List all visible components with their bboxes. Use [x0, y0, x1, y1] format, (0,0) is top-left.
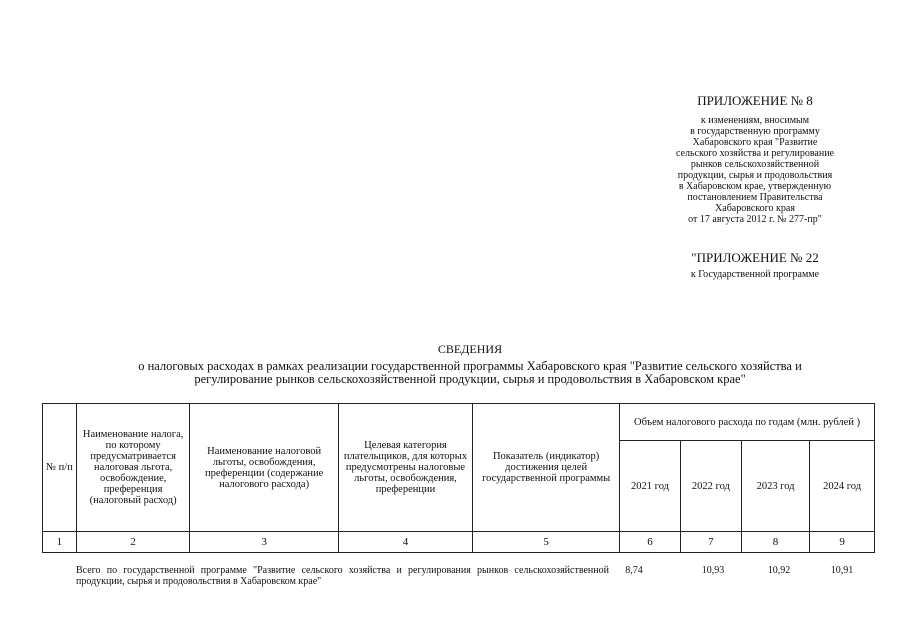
appendix-22-title: "ПРИЛОЖЕНИЕ № 22 — [691, 250, 819, 265]
document-subtitle — [40, 360, 900, 386]
column-number: 8 — [741, 532, 809, 553]
appendix-8-line: Хабаровского края — [715, 203, 795, 214]
appendix-8-block — [640, 93, 870, 225]
header-tax-name: Наименование налога, по которому предусматривается налоговая льгота, освобождение, преференция (налоговый расход) — [76, 404, 190, 532]
total-2022: 10,93 — [701, 565, 725, 576]
column-number: 6 — [620, 532, 681, 553]
total-2024: 10,91 — [830, 565, 854, 576]
total-label: Всего по государственной программе "Развитие сельского хозяйства и регулирования рынков сельскохозяйственной продукции, сырья и продовольствия в Хабаровском крае" — [76, 565, 609, 587]
appendix-8-line: постановлением Правительства — [687, 192, 823, 203]
column-number: 9 — [810, 532, 875, 553]
appendix-8-line: рынков сельскохозяйственной — [690, 159, 820, 170]
header-year-2024: 2024 год — [810, 441, 875, 532]
subtitle-line-2: регулирование рынков сельскохозяйственной продукции, сырья и продовольствия в Хабаровском крае" — [194, 372, 746, 386]
appendix-8-title: ПРИЛОЖЕНИЕ № 8 — [697, 93, 813, 108]
column-number: 3 — [190, 532, 338, 553]
column-number: 5 — [473, 532, 620, 553]
appendix-8-line: в государственную программу — [690, 126, 820, 137]
header-benefit-name: Наименование налоговой льготы, освобождения, преференции (содержание налогового расхода) — [190, 404, 338, 532]
appendix-8-line: к изменениям, вносимым — [700, 115, 810, 126]
tax-expenses-table — [42, 403, 875, 553]
appendix-8-line: в Хабаровском крае, утвержденную — [678, 181, 832, 192]
header-indicator: Показатель (индикатор) достижения целей государственной программы — [473, 404, 620, 532]
column-number: 1 — [43, 532, 77, 553]
column-number: 4 — [338, 532, 472, 553]
column-numbers-row — [43, 532, 875, 553]
header-year-2023: 2023 год — [741, 441, 809, 532]
appendix-22-line: к Государственной программе — [690, 269, 820, 280]
column-number: 7 — [680, 532, 741, 553]
subtitle-line-1: о налоговых расходах в рамках реализации государственной программы Хабаровского края "Развитие сельского хозяйства и — [138, 359, 802, 373]
appendix-8-line: Хабаровского края "Развитие — [692, 137, 818, 148]
header-year-2022: 2022 год — [680, 441, 741, 532]
appendix-22-block — [640, 250, 870, 280]
appendix-8-line: сельского хозяйства и регулирование — [675, 148, 834, 159]
column-number: 2 — [76, 532, 190, 553]
table-header-row — [43, 404, 875, 441]
header-volume: Объем налогового расхода по годам (млн. рублей ) — [620, 404, 875, 441]
appendix-8-line: продукции, сырья и продовольствия — [677, 170, 833, 181]
header-target-category: Целевая категория плательщиков, для которых предусмотрены налоговые льготы, освобождения, преференции — [338, 404, 472, 532]
header-year-2021: 2021 год — [620, 441, 681, 532]
document-title: СВЕДЕНИЯ — [437, 342, 503, 356]
total-2021: 8,74 — [625, 565, 643, 576]
header-num: № п/п — [43, 404, 77, 532]
appendix-8-line: от 17 августа 2012 г. № 277-пр" — [688, 214, 822, 225]
total-2023: 10,92 — [767, 565, 791, 576]
